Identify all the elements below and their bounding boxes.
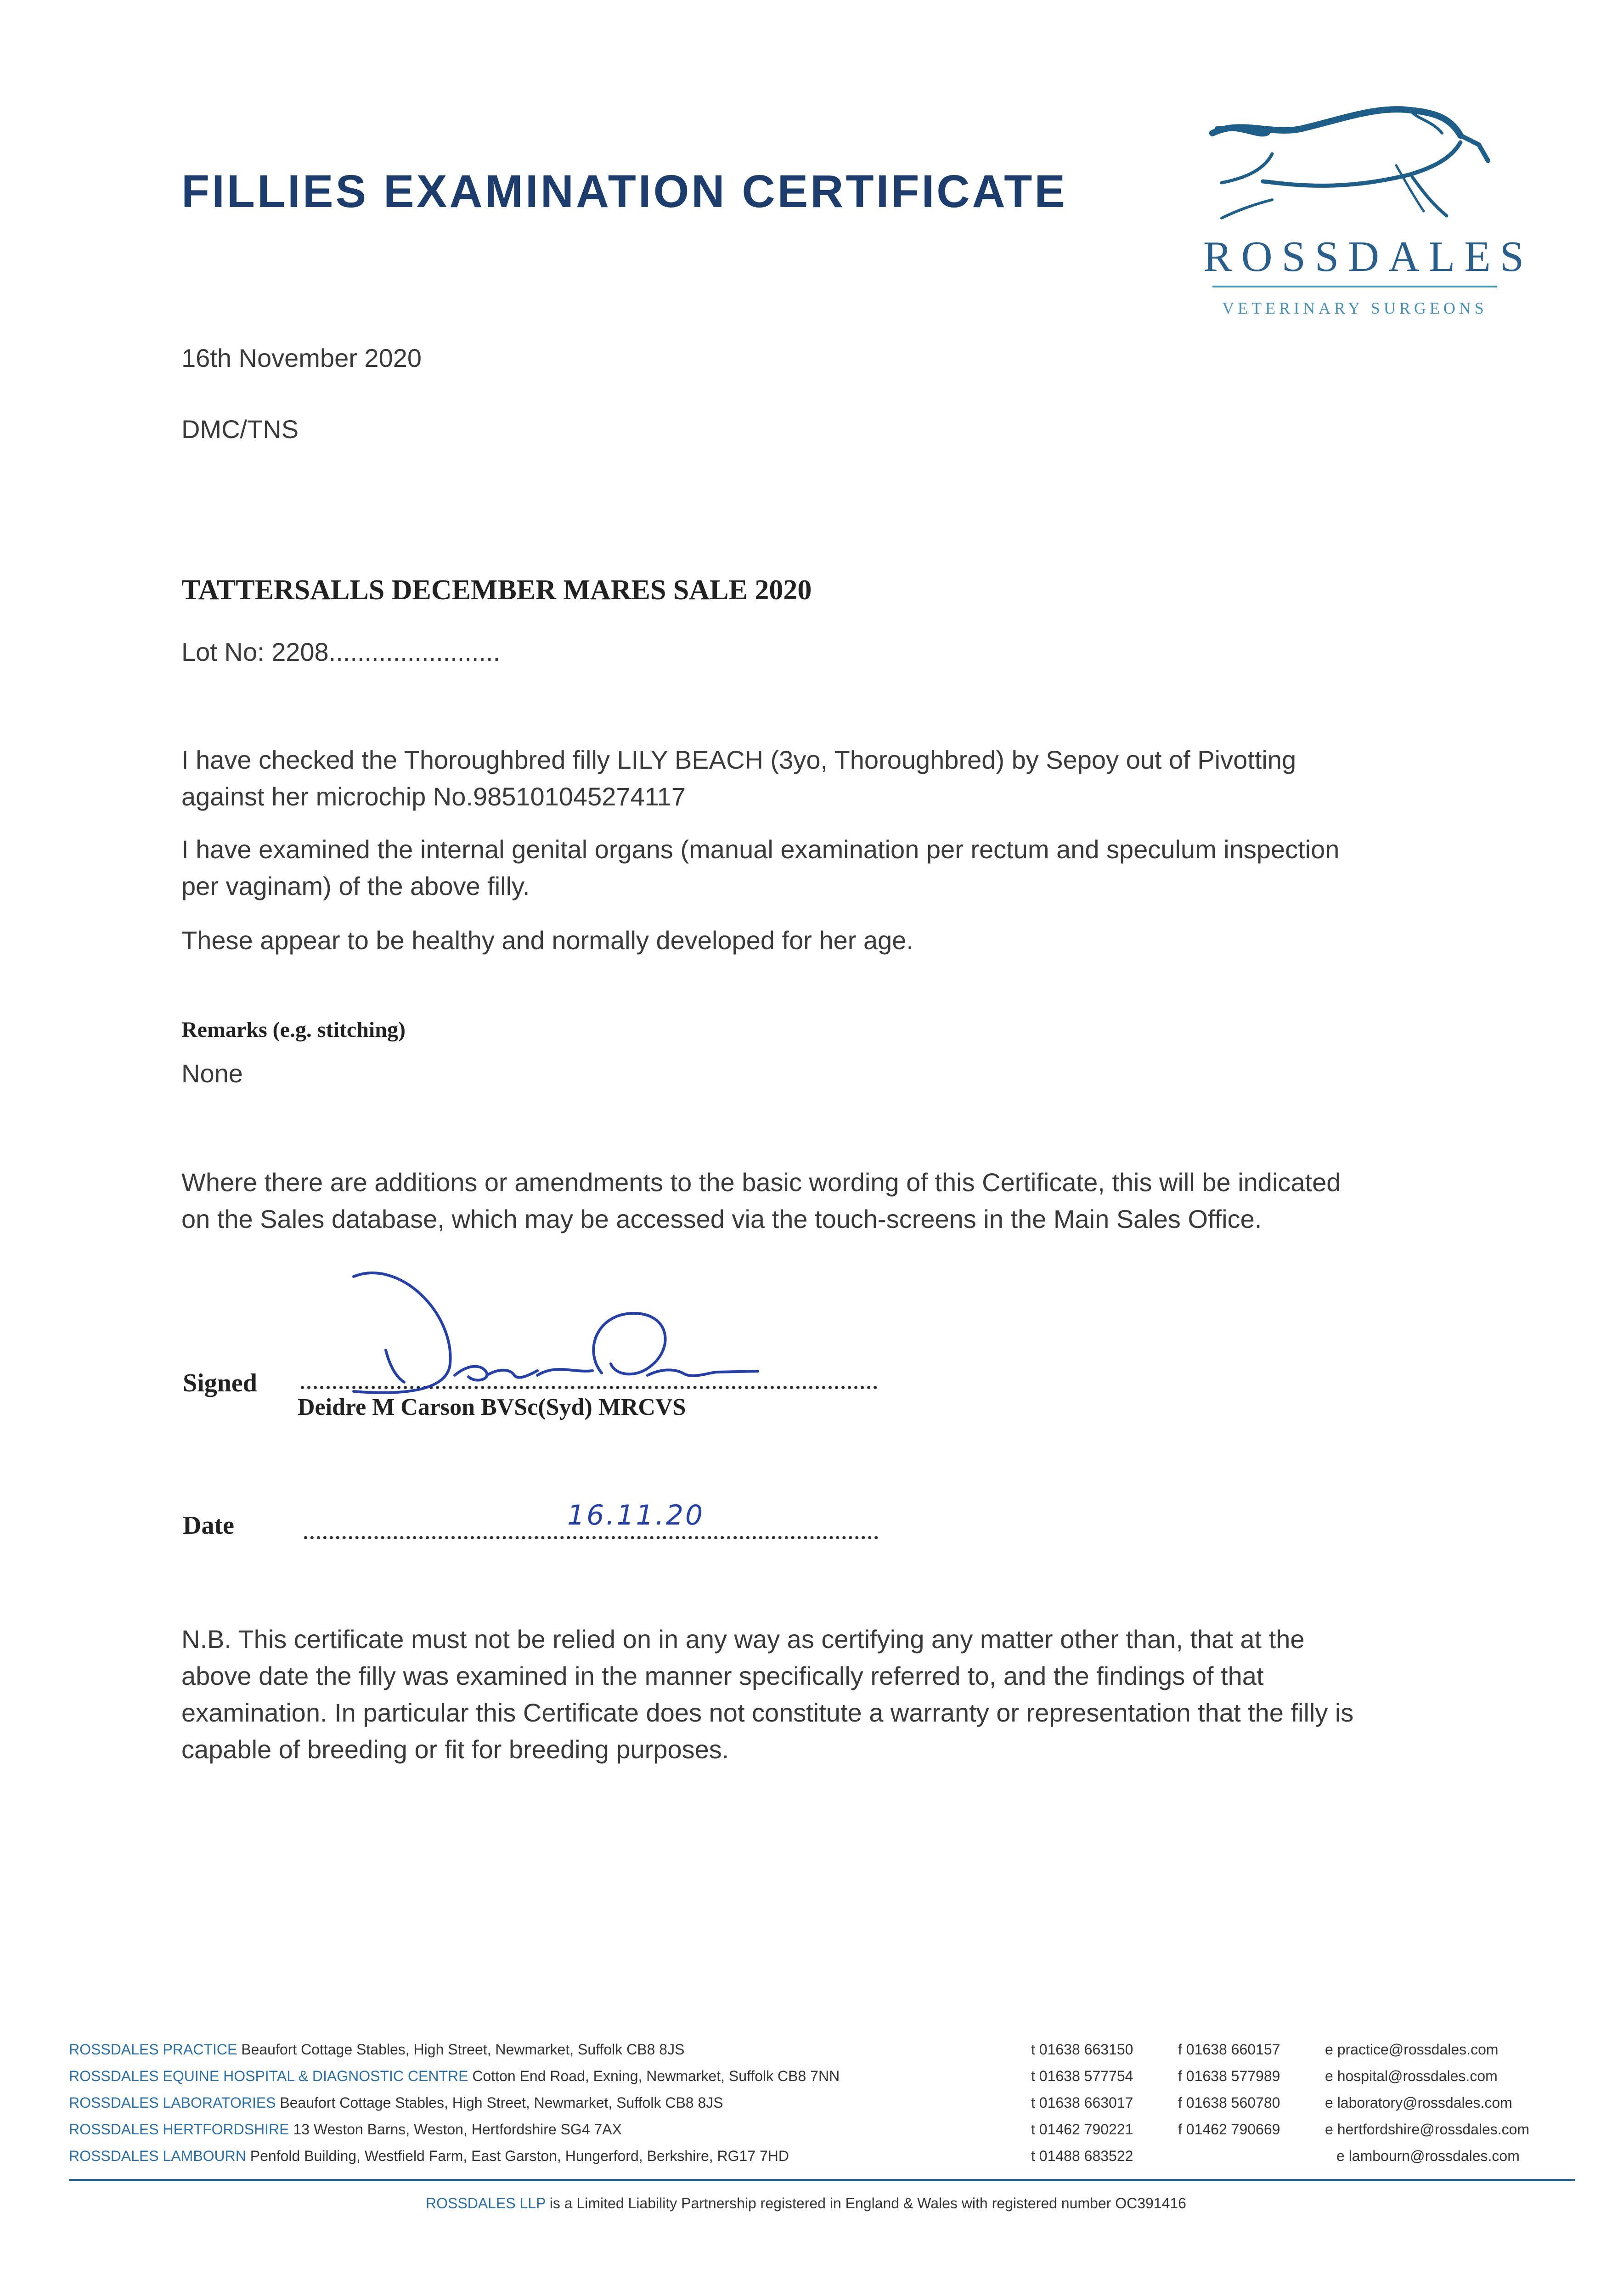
office-email: e hospital@rossdales.com: [1325, 2068, 1498, 2084]
signed-label: Signed: [183, 1369, 257, 1397]
letter-reference: DMC/TNS: [181, 415, 299, 444]
llp-name: ROSSDALES LLP: [426, 2195, 546, 2212]
handwritten-signature: [317, 1258, 776, 1405]
amendments-line2: on the Sales database, which may be accessed via the touch-screens in the Main Sales Office.: [181, 1204, 1262, 1233]
office-name: ROSSDALES LAMBOURN: [69, 2148, 246, 2164]
amendments-notice: [181, 1164, 1341, 1238]
office-address: Beaufort Cottage Stables, High Street, Newmarket, Suffolk CB8 8JS: [241, 2041, 685, 2058]
office-fax: f 01638 560780: [1178, 2094, 1280, 2111]
amendments-line1: Where there are additions or amendments to the basic wording of this Certificate, this will be indicated: [181, 1168, 1341, 1197]
paragraph-examination-line1: I have examined the internal genital organs (manual examination per rectum and speculum inspection: [181, 835, 1340, 864]
office-tel: t 01638 663150: [1031, 2041, 1133, 2058]
paragraph-findings: These appear to be healthy and normally developed for her age.: [181, 926, 913, 955]
office-row: [69, 2148, 789, 2165]
lot-dots: ........................: [328, 637, 501, 666]
brand-divider: [1212, 286, 1497, 287]
office-row: [69, 2121, 622, 2138]
paragraph-identity-line1: I have checked the Thoroughbred filly LILY BEACH (3yo, Thoroughbred) by Sepoy out of Pivotting: [181, 745, 1296, 774]
office-row: [69, 2094, 723, 2111]
paragraph-identity-line2: against her microchip No.985101045274117: [181, 782, 686, 811]
nb-line3: examination. In particular this Certificate does not constitute a warranty or representation that the filly is: [181, 1698, 1354, 1727]
llp-registration: [0, 2195, 1612, 2212]
paragraph-examination: [181, 831, 1339, 905]
certificate-title: FILLIES EXAMINATION CERTIFICATE: [181, 166, 1068, 217]
office-email: e laboratory@rossdales.com: [1325, 2094, 1512, 2111]
office-address: Cotton End Road, Exning, Newmarket, Suffolk CB8 7NN: [472, 2068, 840, 2084]
office-address: 13 Weston Barns, Weston, Hertfordshire SG4 7AX: [293, 2121, 622, 2138]
office-email: e lambourn@rossdales.com: [1336, 2148, 1520, 2164]
date-label: Date: [183, 1511, 234, 1540]
office-email: e practice@rossdales.com: [1325, 2041, 1499, 2058]
office-tel: t 01638 663017: [1031, 2094, 1133, 2111]
signatory-name: Deidre M Carson BVSc(Syd) MRCVS: [298, 1394, 686, 1420]
remarks-value: None: [181, 1059, 243, 1088]
office-name: ROSSDALES HERTFORDSHIRE: [69, 2121, 289, 2138]
lot-number-line: [181, 634, 500, 670]
office-tel: t 01462 790221: [1031, 2121, 1133, 2138]
nb-disclaimer: [181, 1621, 1353, 1768]
office-address: Penfold Building, Westfield Farm, East Garston, Hungerford, Berkshire, RG17 7HD: [250, 2148, 789, 2164]
office-fax: f 01638 660157: [1178, 2041, 1280, 2058]
remarks-label: Remarks (e.g. stitching): [181, 1018, 406, 1042]
office-address: Beaufort Cottage Stables, High Street, Newmarket, Suffolk CB8 8JS: [280, 2094, 723, 2111]
office-name: ROSSDALES EQUINE HOSPITAL & DIAGNOSTIC CENTRE: [69, 2068, 468, 2084]
date-dotted-line: [304, 1536, 878, 1539]
nb-line1: N.B. This certificate must not be relied on in any way as certifying any matter other than, that at the: [181, 1625, 1305, 1654]
office-row: [69, 2068, 840, 2085]
llp-text: is a Limited Liability Partnership registered in England & Wales with registered number OC391416: [549, 2195, 1186, 2212]
lot-value: 2208: [271, 637, 329, 666]
brand-name: ROSSDALES: [1203, 233, 1533, 281]
nb-line4: capable of breeding or fit for breeding purposes.: [181, 1735, 729, 1764]
office-row: [69, 2041, 684, 2058]
paragraph-examination-line2: per vaginam) of the above filly.: [181, 872, 530, 900]
office-name: ROSSDALES PRACTICE: [69, 2041, 237, 2058]
sale-title: TATTERSALLS DECEMBER MARES SALE 2020: [181, 574, 812, 606]
office-tel: t 01638 577754: [1031, 2068, 1133, 2084]
office-email: e hertfordshire@rossdales.com: [1325, 2121, 1530, 2138]
office-fax: f 01638 577989: [1178, 2068, 1280, 2084]
office-tel: t 01488 683522: [1031, 2148, 1133, 2164]
office-name: ROSSDALES LABORATORIES: [69, 2094, 276, 2111]
brand-subtitle: VETERINARY SURGEONS: [1222, 299, 1488, 317]
footer-divider: [69, 2179, 1575, 2181]
paragraph-identity: [181, 742, 1296, 815]
letter-date: 16th November 2020: [181, 343, 422, 372]
lot-label: Lot No:: [181, 637, 265, 666]
handwritten-date: 16.11.20: [567, 1499, 705, 1531]
office-fax: f 01462 790669: [1178, 2121, 1280, 2138]
nb-line2: above date the filly was examined in the manner specifically referred to, and the findings of that: [181, 1661, 1264, 1690]
rossdales-horse-logo: [1203, 101, 1533, 321]
